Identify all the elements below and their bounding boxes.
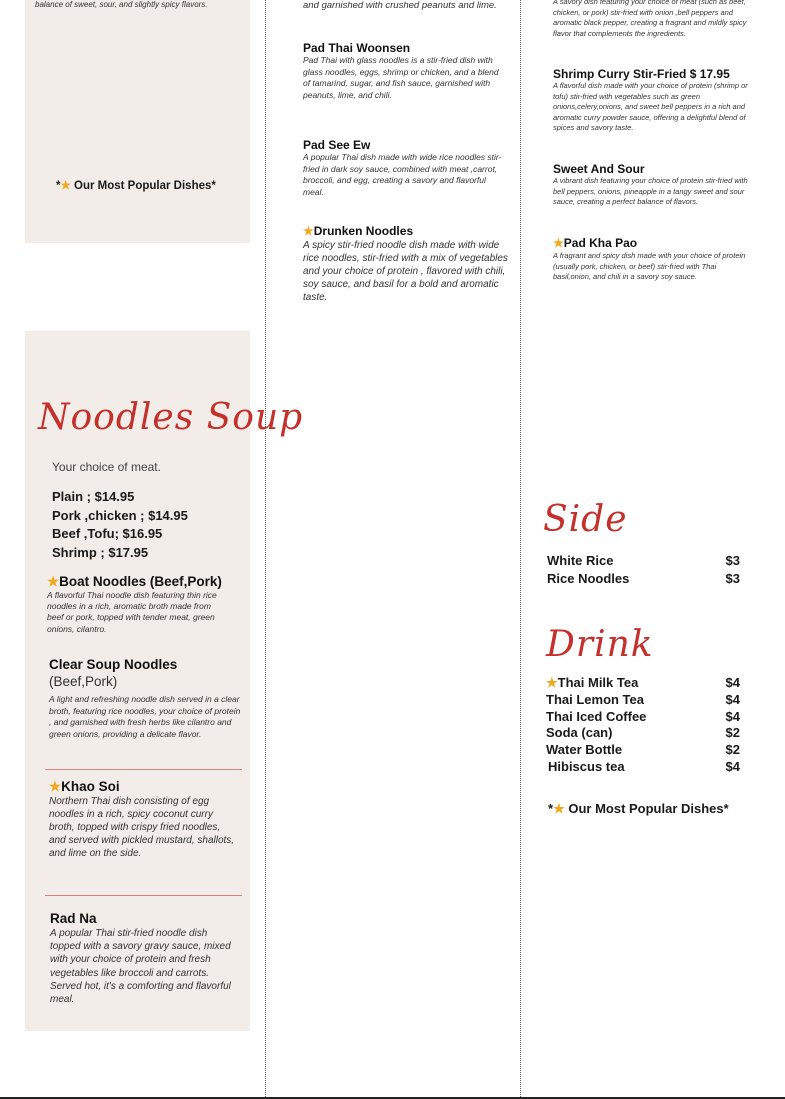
column-divider-left bbox=[265, 0, 266, 1099]
drink-item: Thai Lemon Tea $4 bbox=[546, 691, 740, 707]
menu-item-sweet-and-sour bbox=[553, 162, 753, 208]
menu-item-name-row: ★Pad Kha Pao bbox=[553, 236, 638, 250]
section-divider bbox=[45, 769, 242, 770]
menu-item-subtitle: (Beef,Pork) bbox=[49, 674, 118, 689]
menu-item-price: $ 17.95 bbox=[689, 67, 730, 81]
menu-item-description: A flavorful dish made with your choice of protein (shrimp or tofu) stir-fried with vegetables such as green onions,celery,onions, and sweet bell peppers in a rich and aromatic curry powder sauce, offering a delightful blend of spices and savory taste. bbox=[553, 81, 748, 132]
star-icon: ★ bbox=[60, 180, 71, 192]
menu-item-boat-noodles bbox=[47, 573, 243, 635]
menu-item-pad-see-ew bbox=[303, 138, 508, 198]
soup-intro: Your choice of meat. bbox=[52, 460, 161, 474]
drink-item: Water Bottle $2 bbox=[546, 742, 740, 758]
menu-item-name: Sweet And Sour bbox=[553, 162, 645, 176]
menu-item-description: A savory dish featuring your choice of meat (such as beef, chicken, or pork) stir-fried with onion ,bell peppers and aromatic black pepper, creating a fragrant and mildly spicy flavor that complements the ingredients. bbox=[553, 0, 747, 38]
menu-item-description: balance of sweet, sour, and slightly spicy flavors. bbox=[35, 0, 208, 9]
menu-item-description: A popular Thai dish made with wide rice noodles stir-fried in dark soy sauce, combined with meat ,carrot, broccoli, and egg, creating a savory and flavorful meal. bbox=[303, 152, 502, 197]
star-icon: ★ bbox=[553, 236, 564, 250]
menu-item-rad-na bbox=[50, 910, 236, 1006]
menu-item-pad-thai-woonsen bbox=[303, 41, 508, 101]
top-left-panel bbox=[25, 0, 250, 243]
menu-item-description: Pad Thai with glass noodles is a stir-fried dish with glass noodles, eggs, shrimp or chicken, and a blend of tamarind, sugar, and fish sauce, garnished with peanuts, lime, and chili. bbox=[303, 55, 499, 100]
section-divider bbox=[45, 895, 242, 896]
menu-item-description: A flavorful Thai noodle dish featuring thin rice noodles in a rich, aromatic broth made from beef or pork, topped with tender meat, green onions, cilantro. bbox=[47, 590, 217, 634]
column-divider-right bbox=[520, 0, 521, 1099]
menu-item-description: A fragrant and spicy dish made with your choice of protein (usually pork, chicken, or beef) stir-fried with Thai basil,onion, and chili in a savory soy sauce. bbox=[553, 251, 746, 281]
section-title-side: Side bbox=[543, 499, 628, 540]
drink-item: Thai Iced Coffee $4 bbox=[546, 708, 740, 724]
menu-item-drunken-noodles bbox=[303, 224, 508, 304]
menu-item-pad-kha-pao bbox=[553, 236, 753, 283]
menu-item-name: Rad Na bbox=[50, 911, 97, 926]
menu-item-name: Pad Thai Woonsen bbox=[303, 41, 411, 55]
drink-item: Hibiscus tea $4 bbox=[548, 758, 740, 774]
menu-item-name-row: Shrimp Curry Stir-Fried $ 17.95 bbox=[553, 67, 730, 81]
popular-dishes-note: *★ Our Most Popular Dishes* bbox=[548, 801, 729, 816]
drink-item: ★Thai Milk Tea $4 bbox=[546, 675, 740, 690]
star-icon: ★ bbox=[303, 224, 314, 238]
side-list bbox=[547, 552, 740, 588]
section-title-noodles-soup: Noodles Soup bbox=[38, 397, 304, 438]
menu-item-name: Clear Soup Noodles bbox=[49, 657, 178, 672]
menu-item-khao-soi bbox=[49, 778, 239, 860]
menu-item-description: A vibrant dish featuring your choice of protein stir-fried with bell peppers, onions, pineapple in a tangy sweet and sour sauce, creating a perfect balance of flavors. bbox=[553, 176, 748, 206]
menu-item-name: Pad See Ew bbox=[303, 138, 371, 152]
drink-item: Soda (can) $2 bbox=[546, 725, 740, 741]
menu-item-description: Northern Thai dish consisting of egg noodles in a rich, spicy coconut curry broth, topped with crispy fried noodles, and served with pickled mustard, shallots, and lime on the side. bbox=[49, 796, 235, 859]
menu-item-description: and garnished with crushed peanuts and lime. bbox=[303, 0, 497, 11]
soup-price-line: Plain ; $14.95 bbox=[52, 489, 135, 504]
side-item: White Rice $3 bbox=[547, 553, 740, 568]
soup-price-list bbox=[52, 488, 188, 562]
soup-price-line: Pork ,chicken ; $14.95 bbox=[52, 507, 188, 523]
star-icon: ★ bbox=[553, 801, 565, 816]
menu-item-shrimp-curry bbox=[553, 67, 758, 134]
soup-price-line: Shrimp ; $17.95 bbox=[52, 544, 149, 560]
star-icon: ★ bbox=[546, 675, 558, 690]
menu-item-name-row: ★Khao Soi bbox=[49, 779, 120, 794]
menu-item-description: A light and refreshing noodle dish served in a clear broth, featuring rice noodles, your choice of protein , and garnished with fresh herbs like cilantro and green onions, providing a delicate flavor. bbox=[49, 694, 241, 739]
popular-dishes-note: *★ Our Most Popular Dishes* bbox=[56, 180, 216, 192]
soup-price-line: Beef ,Tofu; $16.95 bbox=[52, 526, 163, 541]
side-item: Rice Noodles $3 bbox=[547, 571, 740, 586]
star-icon: ★ bbox=[47, 574, 60, 589]
menu-item-description: A spicy stir-fried noodle dish made with wide rice noodles, stir-fried with a mix of vegetables and your choice of protein , flavored with chili, soy sauce, and basil for a bold and aromatic taste. bbox=[303, 240, 508, 303]
star-icon: ★ bbox=[49, 779, 62, 794]
section-title-drink: Drink bbox=[546, 624, 654, 665]
menu-item-name-row: ★Drunken Noodles bbox=[303, 224, 414, 238]
menu-item-name-row: ★Boat Noodles (Beef,Pork) bbox=[47, 574, 222, 589]
menu-item-description: A popular Thai stir-fried noodle dish topped with a savory gravy sauce, mixed with your choice of protein and fresh vegetables like broccoli and carrots. Served hot, it's a comforting and flavorful meal. bbox=[50, 928, 231, 1006]
menu-item-clear-soup bbox=[49, 656, 243, 740]
drink-list bbox=[546, 675, 740, 776]
